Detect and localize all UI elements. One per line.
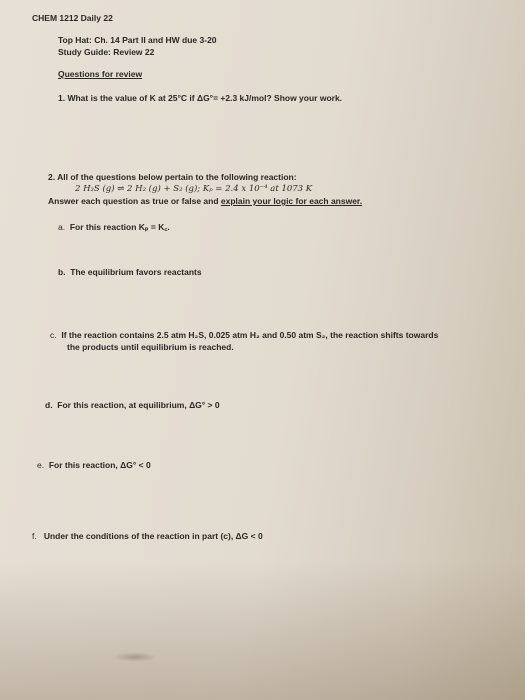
part-c (50, 330, 438, 340)
answer-instruction (48, 196, 362, 206)
tophat-line: Top Hat: Ch. 14 Part II and HW due 3-20 (58, 35, 217, 45)
part-text: For this reaction, at equilibrium, ΔG° > 0 (57, 400, 220, 410)
part-b (58, 267, 202, 277)
part-label: e. (37, 460, 45, 470)
part-label: b. (58, 267, 66, 277)
part-text: The equilibrium favors reactants (70, 267, 202, 277)
part-text: For this reaction, ΔG° < 0 (48, 460, 151, 470)
study-guide-line: Study Guide: Review 22 (58, 47, 155, 57)
instruction-text: Answer each question as true or false and (48, 196, 221, 206)
question-2-intro: 2. All of the questions below pertain to the following reaction: (48, 172, 297, 182)
part-text: For this reaction Kₚ = K꜀. (69, 222, 170, 232)
part-d (45, 400, 220, 410)
course-title: CHEM 1212 Daily 22 (32, 13, 113, 23)
part-label: d. (45, 400, 53, 410)
bottom-shadow (0, 560, 525, 700)
part-text: Under the conditions of the reaction in part (c), ΔG < 0 (43, 531, 263, 541)
part-label: a. (58, 222, 66, 232)
part-f (32, 531, 263, 541)
part-label: c. (50, 330, 57, 340)
section-title: Questions for review (58, 69, 143, 79)
part-c-line2: the products until equilibrium is reached. (67, 342, 234, 352)
part-e (37, 460, 151, 470)
question-1: 1. What is the value of K at 25°C if ΔG°= +2.3 kJ/mol? Show your work. (58, 93, 343, 103)
part-a (58, 222, 170, 233)
reaction-equation: 2 H₂S (g) ⇌ 2 H₂ (g) + S₂ (g); Kₚ = 2.4 x 10⁻⁴ at 1073 K (75, 184, 313, 194)
part-text: If the reaction contains 2.5 atm H₂S, 0.025 atm H₂ and 0.50 atm S₂, the reaction shifts towards (61, 330, 439, 340)
instruction-underlined: explain your logic for each answer. (220, 196, 363, 206)
part-label: f. (32, 531, 37, 541)
